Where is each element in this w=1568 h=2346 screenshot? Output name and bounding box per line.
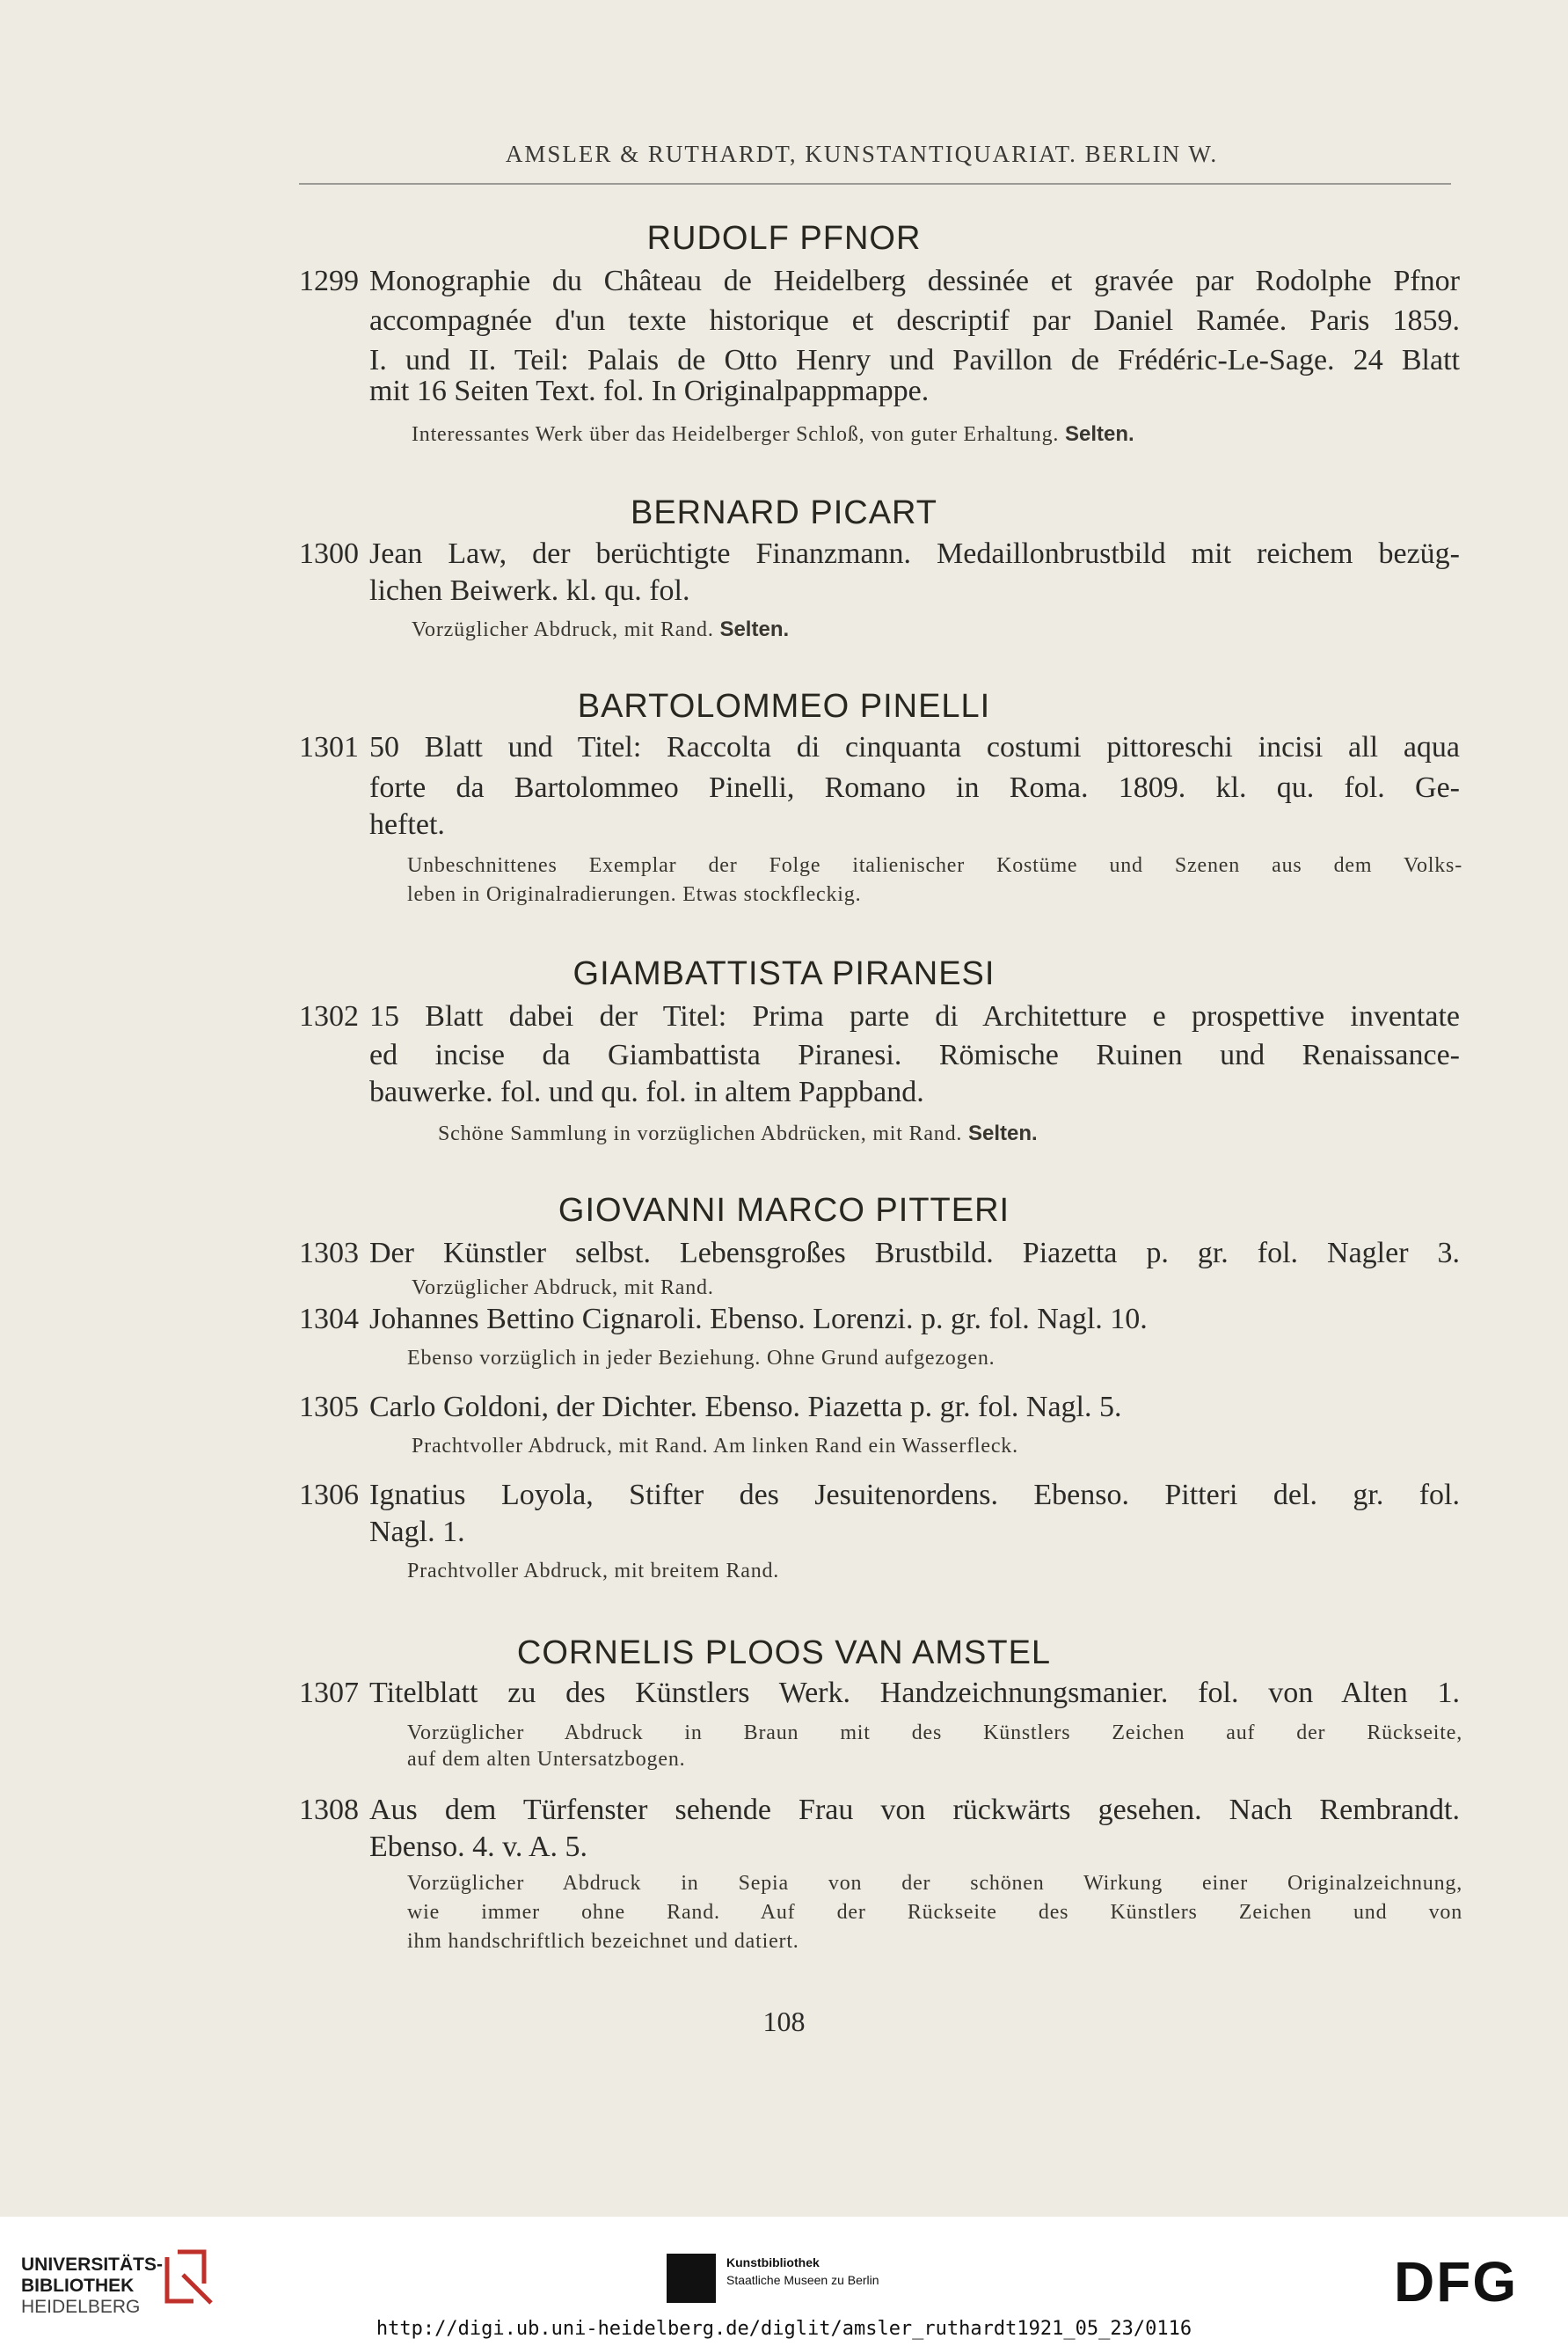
lot-note [438, 1122, 1493, 1146]
heading-pitteri: GIOVANNI MARCO PITTERI [558, 1192, 1010, 1229]
entry-line: bauwerke. fol. und qu. fol. in altem Pappband. [369, 1076, 924, 1108]
lot-note: Vorzüglicher Abdruck, mit Rand. [412, 1276, 714, 1299]
rarity-label: Selten. [1065, 422, 1134, 446]
entry-line: Johannes Bettino Cignaroli. Ebenso. Lorenzi. p. gr. fol. Nagl. 10. [369, 1303, 1148, 1335]
lot-number-1301: 1301 [299, 731, 359, 764]
entry-line: I. und II. Teil: Palais de Otto Henry und Pavillon de Frédéric-Le-Sage. 24 Blatt [369, 344, 1460, 376]
entry-line: 50 Blatt und Titel: Raccolta di cinquanta costumi pittoreschi incisi all aqua [369, 731, 1460, 764]
entry-line: Ignatius Loyola, Stifter des Jesuitenordens. Ebenso. Pitteri del. gr. fol. [369, 1479, 1460, 1511]
entry-line: Jean Law, der berüchtigte Finanzmann. Medaillonbrustbild mit reichem bezüg- [369, 537, 1460, 570]
kunstbibliothek-label [726, 2254, 879, 2289]
entry-line: Monographie du Château de Heidelberg dessinée et gravée par Rodolphe Pfnor [369, 265, 1460, 297]
entry-line: Carlo Goldoni, der Dichter. Ebenso. Piazetta p. gr. fol. Nagl. 5. [369, 1391, 1122, 1423]
heading-ploos-van-amstel: CORNELIS PLOOS VAN AMSTEL [516, 1634, 1052, 1671]
entry-line: ed incise da Giambattista Piranesi. Römische Ruinen und Renaissance- [369, 1039, 1460, 1071]
heading-picart: BERNARD PICART [630, 494, 938, 531]
lot-number-1304: 1304 [299, 1303, 359, 1335]
page-number: 108 [762, 2006, 806, 2037]
lot-note: Prachtvoller Abdruck, mit Rand. Am linken Rand ein Wasserfleck. [412, 1435, 1018, 1458]
heading-pfnor: RUDOLF PFNOR [646, 220, 922, 257]
source-url[interactable]: http://digi.ub.uni-heidelberg.de/diglit/amsler_ruthardt1921_05_23/0116 [376, 2318, 1192, 2340]
entry-line: Titelblatt zu des Künstlers Werk. Handzeichnungsmanier. fol. von Alten 1. [369, 1677, 1460, 1709]
lot-note: ihm handschriftlich bezeichnet und datiert. [407, 1930, 799, 1953]
lot-number-1308: 1308 [299, 1794, 359, 1826]
lot-number-1306: 1306 [299, 1479, 359, 1511]
lot-number-1307: 1307 [299, 1677, 359, 1709]
lot-number-1300: 1300 [299, 537, 359, 570]
rarity-label: Selten. [719, 618, 790, 641]
lot-number-1302: 1302 [299, 1000, 359, 1033]
lot-note: Prachtvoller Abdruck, mit breitem Rand. [407, 1560, 780, 1582]
rarity-label: Selten. [968, 1122, 1038, 1145]
library-line: BIBLIOTHEK [21, 2276, 135, 2296]
entry-line: mit 16 Seiten Text. fol. In Originalpappmappe. [369, 375, 930, 407]
lot-note [412, 618, 1467, 642]
lot-note: Vorzüglicher Abdruck in Braun mit des Künstlers Zeichen auf der Rückseite, [407, 1721, 1462, 1744]
lot-note: Unbeschnittenes Exemplar der Folge italienischer Kostüme und Szenen aus dem Volks- [407, 854, 1462, 877]
lot-note: wie immer ohne Rand. Auf der Rückseite des Künstlers Zeichen und von [407, 1901, 1462, 1924]
university-library-logo-icon [158, 2248, 220, 2310]
heading-piranesi: GIAMBATTISTA PIRANESI [573, 955, 995, 992]
entry-line: accompagnée d'un texte historique et descriptif par Daniel Ramée. Paris 1859. [369, 304, 1460, 337]
university-library-name [21, 2255, 163, 2318]
lot-number-1299: 1299 [299, 265, 359, 297]
entry-line: lichen Beiwerk. kl. qu. fol. [369, 574, 690, 607]
note-text: Vorzüglicher Abdruck, mit Rand. [412, 618, 714, 641]
entry-line: Der Künstler selbst. Lebensgroßes Brustbild. Piazetta p. gr. fol. Nagler 3. [369, 1237, 1460, 1269]
entry-line: Nagl. 1. [369, 1516, 465, 1548]
entry-line: Aus dem Türfenster sehende Frau von rückwärts gesehen. Nach Rembrandt. [369, 1794, 1460, 1826]
lot-number-1305: 1305 [299, 1391, 359, 1423]
library-line: HEIDELBERG [21, 2297, 141, 2317]
heading-pinelli: BARTOLOMMEO PINELLI [577, 688, 991, 725]
kunstbibliothek-logo-icon [667, 2254, 716, 2303]
entry-line: forte da Bartolommeo Pinelli, Romano in Roma. 1809. kl. qu. fol. Ge- [369, 771, 1460, 804]
lot-note: Vorzüglicher Abdruck in Sepia von der schönen Wirkung einer Originalzeichnung, [407, 1872, 1462, 1895]
running-head: AMSLER & RUTHARDT, KUNSTANTIQUARIAT. BERLIN W. [505, 141, 1219, 167]
lot-note: auf dem alten Untersatzbogen. [407, 1748, 686, 1771]
entry-line: 15 Blatt dabei der Titel: Prima parte di Architetture e prospettive inventate [369, 1000, 1460, 1033]
kunstbibliothek-title: Kunstbibliothek [726, 2255, 820, 2269]
lot-note: Ebenso vorzüglich in jeder Beziehung. Ohne Grund aufgezogen. [407, 1347, 995, 1370]
note-text: Schöne Sammlung in vorzüglichen Abdrücken, mit Rand. [438, 1122, 963, 1145]
entry-line: Ebenso. 4. v. A. 5. [369, 1831, 588, 1863]
header-rule [299, 183, 1451, 185]
note-text: Interessantes Werk über das Heidelberger Schloß, von guter Erhaltung. [412, 423, 1060, 446]
lot-number-1303: 1303 [299, 1237, 359, 1269]
entry-line: heftet. [369, 808, 445, 841]
library-line: UNIVERSITÄTS- [21, 2255, 164, 2275]
kunstbibliothek-subtitle: Staatliche Museen zu Berlin [726, 2273, 879, 2287]
lot-note [412, 422, 1467, 447]
lot-note: leben in Originalradierungen. Etwas stockfleckig. [407, 883, 862, 906]
dfg-logo: DFG [1394, 2250, 1519, 2313]
